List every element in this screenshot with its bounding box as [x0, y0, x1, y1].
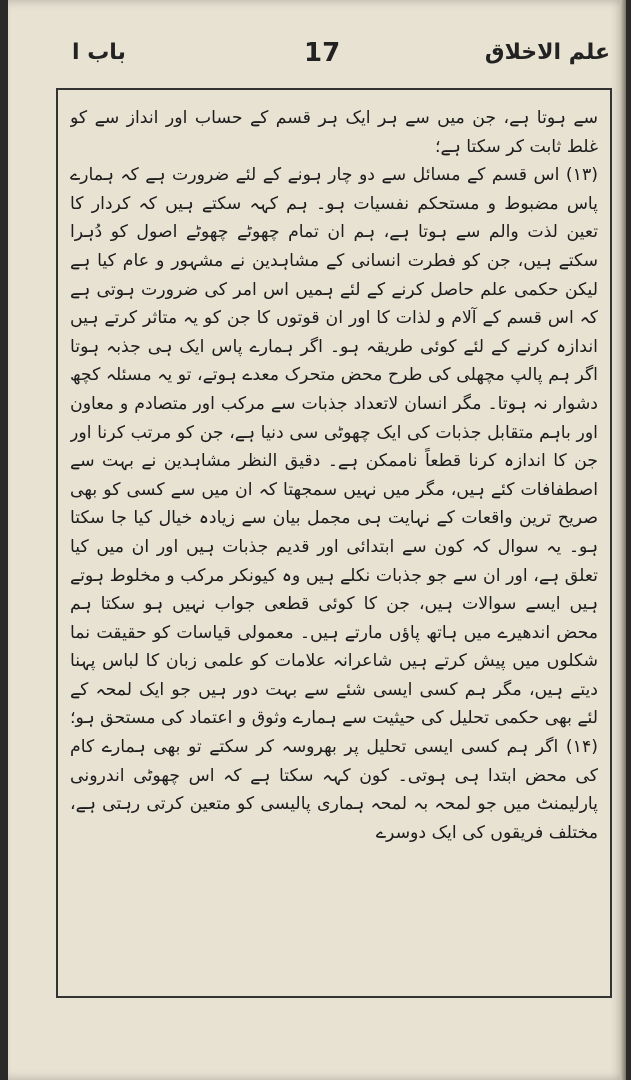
chapter-label: باب ا	[72, 40, 126, 65]
book-title: علم الاخلاق	[484, 40, 610, 65]
paragraph-14: (۱۴) اگر ہم کسی ایسی تحلیل پر بھروسہ کر سکتے تو بھی ہمارے کام کی محض ابتدا ہی ہوتی۔ کون کہہ سکتا ہے کہ اس چھوٹی اندرونی پارلیمنٹ میں جو لمحہ بہ لمحہ ہماری پالیسی کو متعین کرتی رہتی ہے، مختلف فریقوں کی ایک دوسرے	[70, 737, 598, 843]
text-frame	[56, 88, 612, 998]
paragraph-13: (۱۳) اس قسم کے مسائل سے دو چار ہونے کے لئے ضرورت ہے کہ ہمارے پاس مضبوط و مستحکم نفسیات ہو۔ ہم کہہ سکتے ہیں کہ کردار کا تعین لذت والم سے ہوتا ہے، ہم ان تمام چھوٹے چھوٹے اصول کو دُہرا سکتے ہیں، جن کو فطرت انسانی کے مشاہدین نے مشہور و عام کیا ہے لیکن حکمی علم حاصل کرنے کے لئے ہمیں اس امر کی ضرورت ہوتی ہے کہ اس قسم کے آلام و لذات کا اور ان قوتوں کا جن کو یہ متاثر کرتے ہیں اندازہ کرنے کے لئے کوئی طریقہ ہو۔ اگر ہمارے پاس ایک ہی جذبہ ہوتا اگر ہم پالپ مچھلی کی طرح محض متحرک معدے ہوتے، تو یہ مسئلہ کچھ دشوار نہ ہوتا۔ مگر انسان لاتعداد جذبات سے مرکب اور متصادم و معاون اور باہم متقابل جذبات کی ایک چھوٹی سی دنیا ہے، جن کو مرتب کرنا اور جن کا اندازہ کرنا قطعاً ناممکن ہے۔ دقیق النظر مشاہدین نے بہت سے اصطفافات کئے ہیں، مگر میں نہیں سمجھتا کہ ان میں سے کسی کو بھی صریح ترین واقعات کے نہایت ہی مجمل بیان سے زیادہ خیال کیا جا سکتا ہو۔ یہ سوال کہ کون سے ابتدائی اور قدیم جذبات ہیں اور ان میں کیا تعلق ہے، اور ان سے جو جذبات نکلے ہیں وہ کیونکر مرکب و مخلوط ہوتے ہیں ایسے سوالات ہیں، جن کا کوئی قطعی جواب نہیں ہو سکتا ہم محض اندھیرے میں ہاتھ پاؤں مارتے ہیں۔ معمولی قیاسات کو حقیقت نما شکلوں میں پیش کرتے ہیں شاعرانہ علامات کو علمی زبان کا لباس پہنا دیتے ہیں، مگر ہم کسی ایسی شئے سے بہت دور ہیں جو ایک لمحہ کے لئے بھی حکمی تحلیل کی حیثیت سے ہمارے وثوق و اعتماد کی مستحق ہو؛	[70, 165, 598, 729]
body-text	[70, 104, 598, 984]
page-header	[8, 38, 626, 78]
page-edge	[620, 0, 626, 1080]
page-number: 17	[304, 38, 341, 68]
paragraph-continuation: سے ہوتا ہے، جن میں سے ہر ایک ہر قسم کے حساب اور انداز سے کو غلط ثابت کر سکتا ہے؛	[70, 108, 598, 157]
book-page	[8, 0, 626, 1080]
